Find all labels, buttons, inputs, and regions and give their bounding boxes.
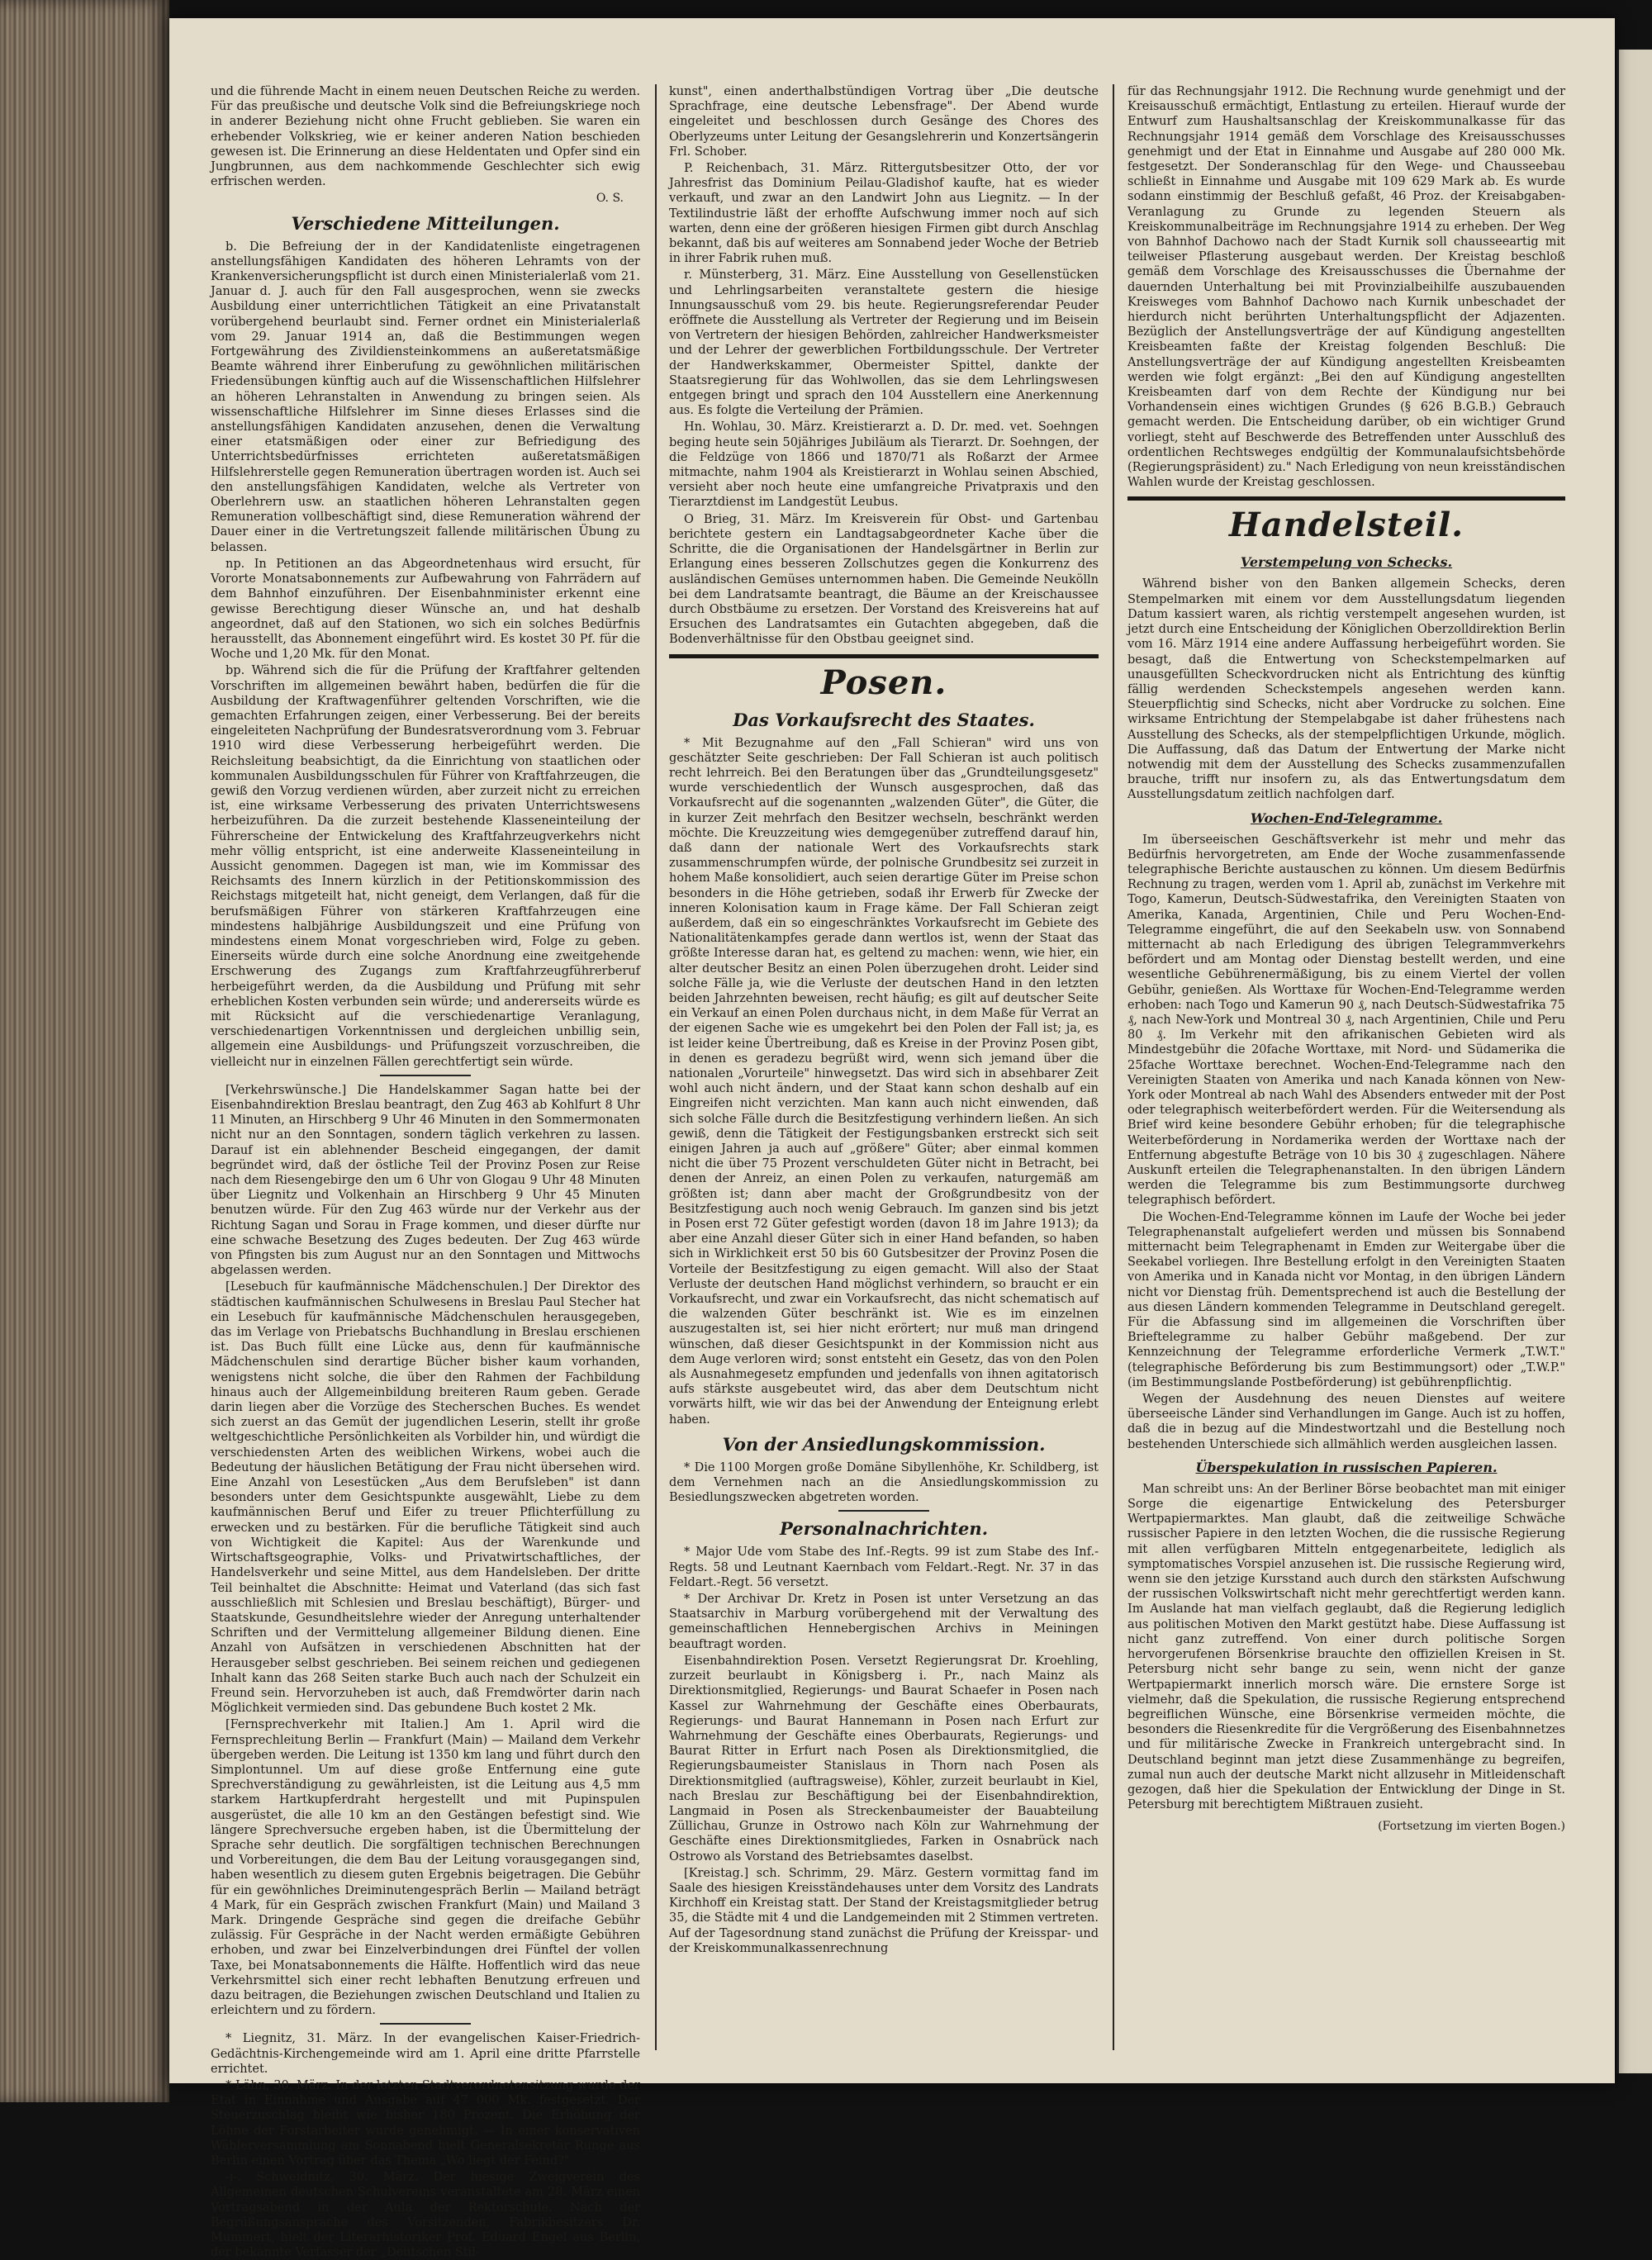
section-heading: Handelsteil. — [1228, 506, 1464, 545]
subsection-heading: Überspekulation in russischen Papieren. — [1195, 1459, 1498, 1475]
article-paragraph: [Verkehrswünsche.] Die Handelskammer Sagan hatte bei der Eisenbahndirektion Breslau beantragt, den Zug 463 ab Kohlfurt 8 Uhr 11 Minuten, an Hirschberg 9 Uhr 46 Minuten in den Sommermonaten nicht nur an den Sonntagen, sondern täglich verkehren zu lassen. Darauf ist ein ablehnender Bescheid eingegangen, der damit begründet wird, daß der östliche Teil der Provinz Posen zur Reise nach dem Riesengebirge den um 6 Uhr von Glogau 9 Uhr 48 Minuten über Liegnitz und Volkenhain an Hirschberg 9 Uhr 45 Minuten benutzen würde. Für den Zug 463 würde nur der Verkehr aus der Richtung Sagan und Sorau in Frage kommen, und dieser dürfte nur eine schwache Besetzung des Zuges bedeuten. Der Zug 463 würde von Pfingsten bis zum August nur an den Sonntagen und Mittwochs abgelassen werden. — [211, 1083, 640, 1278]
article-paragraph: r. Münsterberg, 31. März. Eine Ausstellung von Gesellenstücken und Lehrlingsarbeiten veranstaltete gestern die hiesige Innungsausschuß vom 29. bis heute. Regierungsreferendar Peuder eröffnete die Ausstellung als Vertreter der Regierung und im Beisein von Vertretern der hiesigen Behörden, zahlreicher Handwerksmeister und der Lehrer der gewerblichen Fortbildungsschule. Der Vertreter der Handwerkskammer, Obermeister Spittel, dankte der Staatsregierung für das Wohlwollen, das sie dem Lehrlingswesen entgegen bringt und sprach den 104 Ausstellern eine Anerkennung aus. Es folgte die Verteilung der Prämien. — [669, 268, 1099, 418]
article-paragraph: [Fernsprechverkehr mit Italien.] Am 1. April wird die Fernsprechleitung Berlin — Frankfurt (Main) — Mailand dem Verkehr übergeben werden. Die Leitung ist 1350 km lang und führt durch den Simplontunnel. Um auf diese große Entfernung eine gute Sprechverständigung zu gewährleisten, ist die Leitung aus 4,5 mm starkem Hartkupferdraht hergestellt und mit Pupinspulen ausgerüstet, die alle 10 km an den Gestängen befestigt sind. Wie längere Sprechversuche ergeben haben, ist die Übermittelung der Sprache sehr deutlich. Die sorgfältigen technischen Berechnungen und Vorbereitungen, die dem Bau der Leitung vorausgegangen sind, haben wesentlich zu diesem guten Ergebnis beigetragen. Die Gebühr für ein gewöhnliches Dreiminutengespräch Berlin — Mailand beträgt 4 Mark, für ein Gespräch zwischen Frankfurt (Main) und Mailand 3 Mark. Dringende Gespräche sind gegen die dreifache Gebühr zulässig. Für Gespräche in der Nacht werden ermäßigte Gebühren erhoben, und zwar bei Einzelverbindungen drei Fünftel der vollen Taxe, bei Monatsabonnements die Hälfte. Hoffentlich wird das neue Verkehrsmittel sich einer recht lebhaften Benutzung erfreuen und dazu beitragen, die Beziehungen zwischen Deutschland und Italien zu erleichtern und zu fördern. — [211, 1718, 640, 2018]
column-left — [211, 84, 640, 2260]
article-paragraph: Wegen der Ausdehnung des neuen Dienstes auf weitere überseeische Länder sind Verhandlungen im Gange. Auch ist zu hoffen, daß die in bezug auf die Mindestwortzahl und die Bestellung noch bestehenden Unterschiede sich allmählich werden ausgleichen lassen. — [1127, 1393, 1565, 1451]
article-paragraph: * Liegnitz, 31. März. In der evangelischen Kaiser-Friedrich-Gedächtnis-Kirchengemeinde wird am 1. April eine dritte Pfarrstelle errichtet. — [211, 2032, 640, 2076]
subsection-heading: Von der Ansiedlungskommission. — [722, 1433, 1046, 1455]
article-paragraph: Die Wochen-End-Telegramme können im Laufe der Woche bei jeder Telegraphenanstalt aufgeliefert werden und müssen bis Sonnabend mitternacht beim Telegraphenamt in Emden zur Weitergabe über die Seekabel vorliegen. Ihre Bestellung erfolgt in den Vereinigten Staaten von Amerika und in Kanada nicht vor Montag, in den übrigen Ländern nicht vor Dienstag früh. Dementsprechend ist auch die Bestellung der aus diesen Ländern kommenden Telegramme in Deutschland geregelt. Für die Abfassung sind im allgemeinen die Vorschriften über Brieftelegramme zu halber Gebühr maßgebend. Der zur Kennzeichnung der Telegramme erforderliche Vermerk „T.W.T." (telegraphische Beförderung bis zum Bestimmungsort) oder „T.W.P." (im Bestimmungslande Postbeförderung) ist gebührenpflichtig. — [1127, 1210, 1565, 1389]
book-binding-edge — [0, 0, 169, 2102]
article-paragraph: Während bisher von den Banken allgemein Schecks, deren Stempelmarken mit einem vor dem Ausstellungsdatum liegenden Datum kassiert waren, als richtig verstempelt angesehen wurden, ist jetzt durch eine Entscheidung der Königlichen Oberzolldirektion Berlin vom 16. März 1914 eine andere Auffassung herbeigeführt worden. Sie besagt, daß die Entwertung von Scheckstempelmarken auf unausgefüllten Scheckvordrucken nicht als Entrichtung des künftig fällig werdenden Scheckstempels angesehen werden kann. Steuerpflichtig sind Schecks, nicht aber Vordrucke zu solchen. Eine wirksame Entrichtung der Stempelabgabe ist daher frühestens nach Ausstellung des Schecks, als der stempelpflichtigen Urkunde, möglich. Die Auffassung, daß das Datum der Entwertung der Marke nicht notwendig mit dem der Ausstellung des Schecks zusammenzufallen brauche, trifft nur insofern zu, als das Entwertungsdatum dem Ausstellungsdatum zeitlich nachfolgen darf. — [1127, 577, 1565, 802]
article-paragraph: np. In Petitionen an das Abgeordnetenhaus wird ersucht, für Vororte Monatsabonnements zur Aufbewahrung von Fahrrädern auf dem Bahnhof einzuführen. Der Eisenbahnminister erkennt eine gewisse Berechtigung dieser Wünsche an, und hat deshalb angeordnet, daß auf den Stationen, wo sich ein solches Bedürfnis herausstellt, das Abonnement eingeführt wird. Es kostet 30 Pf. für die Woche und 1,20 Mk. für den Monat. — [211, 557, 640, 662]
article-paragraph: b. Die Befreiung der in der Kandidatenliste eingetragenen anstellungsfähigen Kandidaten des höheren Lehramts von der Krankenversicherungspflicht ist durch einen Ministerialerlaß vom 21. Januar d. J. auch für den Fall ausgesprochen, wenn sie zwecks Ausbildung einer unterrichtlichen Tätigkeit an eine Privatanstalt vorübergehend beurlaubt sind. Ferner ordnet ein Ministerialerlaß vom 29. Januar 1914 an, daß die Bestimmungen wegen Fortgewährung des Zivildiensteinkommens an außeretatsmäßige Beamte während ihrer Einberufung zu gewöhnlichen militärischen Friedensübungen künftig auch auf die Wissenschaftlichen Hilfslehrer an höheren Lehranstalten in Anwendung zu bringen seien. Als wissenschaftliche Hilfslehrer im Sinne dieses Erlasses sind die anstellungsfähigen Kandidaten anzusehen, denen die Verwaltung einer etatsmäßigen oder einer zur Befriedigung des Unterrichtsbedürfnisses errichteten außeretatsmäßigen Hilfslehrerstelle gegen Remuneration übertragen worden ist. Auch sei den anstellungsfähigen Kandidaten, welche als Vertreter von Oberlehrern usw. an staatlichen höheren Lehranstalten gegen Remuneration vollbeschäftigt sind, diese Remuneration während der Dauer einer in die Vertretungszeit fallende militärischen Übung zu belassen. — [211, 240, 640, 554]
article-paragraph: Hn. Wohlau, 30. März. Kreistierarzt a. D. Dr. med. vet. Soehngen beging heute sein 50jähriges Jubiläum als Tierarzt. Dr. Soehngen, der die Feldzüge von 1866 und 1870/71 als Roßarzt der Armee mitmachte, nahm 1904 als Kreistierarzt in Wohlau seinen Abschied, versieht aber noch heute eine umfangreiche Privatpraxis und den Tierarztdienst im Landgestüt Leubus. — [669, 420, 1099, 510]
article-paragraph: * Mit Bezugnahme auf den „Fall Schieran" wird uns von geschätzter Seite geschrieben: Der Fall Schieran ist auch politisch recht lehrreich. Bei den Beratungen über das „Grundteilungsgesetz" wurde verschiedentlich der Wunsch ausgesprochen, daß das Vorkaufsrecht auf die sogenannten „walzenden Güter", die Güter, die in kurzer Zeit mehrfach den Besitzer wechseln, beschränkt werden möchte. Die Kreuzzeitung wies demgegenüber zutreffend darauf hin, daß dann der nationale Wert des Vorkaufsrechts stark zusammenschrumpfen würde, der polnische Grundbesitz sei zurzeit in hohem Maße konsolidiert, auch seien derartige Güter im Preise schon besonders in die Höhe getrieben, sodaß ihr Erwerb für Zwecke der inneren Kolonisation kaum in Frage käme. Der Fall Schieran zeigt außerdem, daß ein so eingeschränktes Vorkaufsrecht im Gebiete des Nationalitätenkampfes gerade dann wertlos ist, wenn der Staat das größte Interesse daran hat, es geltend zu machen: wenn, wie hier, ein alter deutscher Besitz an einen Polen überzugehen droht. Leider sind solche Fälle ja, wie die Verluste der deutschen Hand in den letzten beiden Jahrzehnten beweisen, recht häufig; es gilt auf deutscher Seite ein Verkauf an einen Polen durchaus nicht, in dem Maße für Verrat an der eigenen Sache wie es umgekehrt bei den Polen der Fall ist; ja, es ist leider keine Übertreibung, daß es Kreise in der Provinz Posen gibt, in denen es geradezu begrüßt wird, wenn sich jemand über die nationalen „Vorurteile" hinwegsetzt. Das wird sich in absehbarer Zeit wohl auch nicht ändern, und der Staat kann schon deshalb auf ein Eingreifen nicht verzichten. Man kann auch nicht einwenden, daß sich solche Fälle durch die Besitzfestigung verhindern ließen. An sich gewiß, denn die Tätigkeit der Festigungsbanken erstreckt sich seit einigen Jahren ja auch auf „größere" Güter; aber einmal kommen nicht die über 75 Prozent verschuldeten Güter nicht in Betracht, bei denen der Anreiz, an einen Polen zu verkaufen, naturgemäß am größten ist; dann aber macht der Großgrundbesitz von der Besitzfestigung auch noch wenig Gebrauch. Im ganzen sind bis jetzt in Posen erst 72 Güter gefestigt worden (davon 18 im Jahre 1913); da aber eine Anzahl dieser Güter sich in einer Hand befanden, so haben sich in Wirklichkeit erst 50 bis 60 Gutsbesitzer der Provinz Posen die Vorteile der Besitzfestigung zu eigen gemacht. Will also der Staat Verluste der deutschen Hand möglichst verhindern, so braucht er ein Vorkaufsrecht, und zwar ein Vorkaufsrecht, das nicht schematisch auf die walzenden Güter beschränkt ist. Wie es im einzelnen auszugestalten ist, sei hier nicht erörtert; nur muß man dringend wünschen, daß dieser Gesichtspunkt in der Kommission nicht aus dem Auge verloren wird; sonst entsteht ein Gesetz, das von den Polen als Ausnahmegesetz empfunden und jedenfalls von ihnen agitatorisch aufs stärkste ausgebeutet wird, das aber dem Deutschtum nicht vorwärts hilft, wie wir das bei der Anwendung der Enteignung erlebt haben. — [669, 736, 1099, 1427]
article-paragraph: und die führende Macht in einem neuen Deutschen Reiche zu werden. Für das preußische und deutsche Volk sind die Befreiungskriege noch in anderer Beziehung nicht ohne Frucht geblieben. Sie waren ein erhebender Volkskrieg, wie er keiner anderen Nation beschieden gewesen ist. Die Erinnerung an diese Heldentaten und Opfer sind ein Jungbrunnen, aus dem nachkommende Geschlechter sich ewig erfrischen werden. — [211, 85, 640, 189]
article-paragraph: Im überseeischen Geschäftsverkehr ist mehr und mehr das Bedürfnis hervorgetreten, am Ende der Woche zusammenfassende telegraphische Berichte austauschen zu können. Um diesem Bedürfnis Rechnung zu tragen, werden vom 1. April ab, zunächst im Verkehre mit Togo, Kamerun, Deutsch-Südwestafrika, den Vereinigten Staaten von Amerika, Kanada, Argentinien, Chile und Peru Wochen-End-Telegramme eingeführt, die auf den Seekabeln usw. von Sonnabend mitternacht ab nach Erledigung des übrigen Telegrammverkehrs befördert und am Montag oder Dienstag bestellt werden, und eine wesentliche Gebührenermäßigung, bis zu einem Viertel der vollen Gebühr, genießen. Als Worttaxe für Wochen-End-Telegramme werden erhoben: nach Togo und Kamerun 90 ₰, nach Deutsch-Südwestafrika 75 ₰, nach New-York und Montreal 30 ₰, nach Argentinien, Chile und Peru 80 ₰. Im Verkehr mit den afrikanischen Gebieten wird als Mindestgebühr die 20fache Worttaxe, mit Nord- und Südamerika die 25fache Worttaxe berechnet. Wochen-End-Telegramme nach den Vereinigten Staaten von Amerika und nach Kanada können von New-York oder Montreal ab nach Wahl des Absenders entweder mit der Post oder telegraphisch weiterbefördert werden. Für die Weitersendung als Brief wird keine besondere Gebühr erhoben; für die telegraphische Weiterbeförderung in Nordamerika werden der Worttaxe nach der Entfernung abgestufte Beträge von 10 bis 30 ₰ zugeschlagen. Nähere Auskunft erteilen die Telegraphenanstalten. In den übrigen Ländern werden die Telegramme bis zum Bestimmungsorte durchweg telegraphisch befördert. — [1127, 833, 1565, 1208]
section-rule — [669, 654, 1099, 658]
article-paragraph: Eisenbahndirektion Posen. Versetzt Regierungsrat Dr. Kroehling, zurzeit beurlaubt in Königsberg i. Pr., nach Mainz als Direktionsmitglied, Regierungs- und Baurat Schaefer in Posen nach Kassel zur Wahrnehmung der Geschäfte eines Oberbaurats, Regierungs- und Baurat Hannemann in Posen nach Erfurt zur Wahrnehmung der Geschäfte eines Oberbaurats, Regierungs- und Baurat Ritter in Erfurt nach Posen als Direktionsmitglied, die Regierungsbaumeister Stanislaus in Thorn nach Posen als Direktionsmitglied (auftragsweise), Köhler, zurzeit beurlaubt in Kiel, nach Breslau zur Beschäftigung bei der Eisenbahndirektion, Langmaid in Posen als Streckenbaumeister der Bauabteilung Züllichau, Grunze in Ostrowo nach Köln zur Wahrnehmung der Geschäfte eines Direktionsmitgliedes, Farken in Osnabrück nach Ostrowo als Vorstand des Betriebsamtes daselbst. — [669, 1654, 1099, 1864]
subsection-heading: Personalnachrichten. — [780, 1518, 988, 1540]
divider — [838, 1510, 929, 1512]
section-rule — [1127, 496, 1565, 501]
next-page-edge — [1616, 50, 1652, 2073]
article-paragraph: * Die 1100 Morgen große Domäne Sibyllenhöhe, Kr. Schildberg, ist dem Vernehmen nach an die Ansiedlungskommission zu Besiedlungszwecken abgetreten worden. — [669, 1460, 1099, 1505]
article-paragraph: für das Rechnungsjahr 1912. Die Rechnung wurde genehmigt und der Kreisausschuß ermächtigt, Entlastung zu erteilen. Hierauf wurde der Entwurf zum Haushaltsanschlag der Kreiskommunalkasse für das Rechnungsjahr 1914 gemäß dem Vorschlage des Kreisausschusses genehmigt und der Etat in Einnahme und Ausgabe auf 280 000 Mk. festgesetzt. Der Sonderanschlag für den Wege- und Chausseebau schließt in Einnahme und Ausgabe mit 109 629 Mark ab. Es wurde sodann einstimmig der Beschluß gefaßt, 46 Proz. der Kreisabgaben-Veranlagung zu Grunde zu legenden Steuern als Kreiskommunalbeiträge im Rechnungsjahre 1914 zu erheben. Der Weg von Bahnhof Dachowo nach der Stadt Kurnik soll chausseeartig mit teilweiser Pflasterung ausgebaut werden. Der Kreistag beschloß gemäß dem Vorschlage des Kreisausschusses die Übernahme der dauernden Unterhaltung bei mit Provinzialbeihilfe auszubauenden Kreisweges vom Bahnhof Dachowo nach Kurnik unbeschadet der hierdurch nicht berührten Unterhaltungspflicht der Adjazenten. Bezüglich der Anstellungsverträge der auf Kündigung angestellten Kreisbeamten faßte der Kreistag folgenden Beschluß: Die Anstellungsverträge der auf Kündigung angestellten Kreisbeamten werden wie folgt ergänzt: „Bei den auf Kündigung angestellten Kreisbeamten darf von dem Rechte der Kündigung nur bei Vorhandensein eines wichtigen Grundes (§ 626 B.G.B.) Gebrauch gemacht werden. Die Entscheidung darüber, ob ein wichtiger Grund vorliegt, steht auf Beschwerde des Betreffenden unter Ausschluß des ordentlichen Rechtsweges endgültig der Kommunalaufsichtsbehörde (Regierungspräsident) zu." Nach Erledigung von neun kreisständischen Wahlen wurde der Kreistag geschlossen. — [1127, 85, 1565, 490]
divider — [380, 1075, 471, 1076]
column-middle — [669, 84, 1099, 2067]
newspaper-page — [169, 18, 1615, 2260]
section-heading: Posen. — [820, 662, 947, 702]
subsection-heading: Wochen-End-Telegramme. — [1250, 810, 1443, 826]
article-paragraph: P. Reichenbach, 31. März. Rittergutsbesitzer Otto, der vor Jahresfrist das Dominium Peilau-Gladishof kaufte, hat es wieder verkauft, und zwar an den Landwirt John aus Liegnitz. — In der Textilindustrie läßt der erhoffte Aufschwung immer noch auf sich warten, denn eine der größeren hiesigen Firmen gibt durch Anschlag bekannt, daß bis auf weiteres am Sonnabend jeder Woche der Betrieb in ihrer Fabrik ruhen muß. — [669, 162, 1099, 266]
article-paragraph: [Lesebuch für kaufmännische Mädchenschulen.] Der Direktor des städtischen kaufmännischen Schulwesens in Breslau Paul Stecher hat ein Lesebuch für kaufmännische Mädchenschulen herausgegeben, das im Verlage von Priebatschs Buchhandlung in Breslau erschienen ist. Das Buch füllt eine Lücke aus, denn für kaufmännische Mädchenschulen sind derartige Bücher bisher kaum vorhanden, wenigstens nicht solche, die über den Rahmen der Fachbildung hinaus auch der Allgemeinbildung breiteren Raum geben. Gerade darin liegen aber die Vorzüge des Stecherschen Buches. Es wendet sich zuerst an das Gemüt der jugendlichen Leserin, stellt ihr große weltgeschichtliche Persönlichkeiten als Vorbilder hin, und würdigt die verschiedensten Arten des weiblichen Wirkens, wobei auch die Bedeutung der häuslichen Betätigung der Frau nicht übersehen wird. Eine Anzahl von Lesestücken „Aus dem Berufsleben" ist dann besonders unter dem Gesichtspunkte ausgewählt, Liebe zu dem kaufmännischen Beruf und Eifer zu treuer Pflichterfüllung zu erwecken und zu bestärken. Für die berufliche Tätigkeit sind auch von Wichtigkeit die Kapitel: Aus der Warenkunde und Wirtschaftsgeographie, Volks- und Privatwirtschaftliches, der Handelsverkehr und seine Mittel, aus dem Handelsleben. Der dritte Teil beinhaltet die Abschnitte: Heimat und Vaterland (das sich fast ausschließlich mit Schlesien und Breslau beschäftigt), Bürger- und Staatskunde, Gesundheitslehre wieder der Anregung unterhaltender Schriften und der Vermittelung allgemeiner Bildung dienen. Eine Anzahl von Aufsätzen in verschiedenen Abschnitten hat der Herausgeber selbst geschrieben. Bei seinem reichen und gediegenen Inhalt kann das 268 Seiten starke Buch auch nach der Schulzeit ein Freund sein. Hervorzuheben ist auch, daß Fremdwörter darin nach Möglichkeit vermieden sind. Das gebundene Buch kostet 2 Mk. — [211, 1280, 640, 1716]
column-divider — [655, 84, 657, 2050]
continuation-note: (Fortsetzung im vierten Bogen.) — [1378, 1820, 1565, 1834]
subsection-heading: Das Vorkaufsrecht des Staates. — [733, 709, 1035, 730]
article-paragraph: -i-. Schweidnitz, 30. März. Der hiesige Zweigverein des Allgemeinen deutschen Schulvereins veranstaltete am 28. März einen Vortragsabend in der Aula der Rektorschule. Nach der Begrüßungsansprache des Vorsitzenden, Fabrikbesitzers Dr. Mummert, hielt der Literarhistoriker Prof. Eduard Engel aus Berlin, der bekannte Verfasser der „Deutschen Stil- — [211, 2171, 640, 2260]
subsection-heading: Verstempelung von Schecks. — [1240, 554, 1453, 571]
column-divider — [1113, 84, 1114, 2050]
article-paragraph: * Major Ude vom Stabe des Inf.-Regts. 99 ist zum Stabe des Inf.-Regts. 58 und Leutnant Kaernbach vom Feldart.-Regt. Nr. 37 in das Feldart.-Regt. 56 versetzt. — [669, 1545, 1099, 1589]
article-paragraph: * Der Archivar Dr. Kretz in Posen ist unter Versetzung an das Staatsarchiv in Marburg vorübergehend mit der Verwaltung des gemeinschaftlichen Hennebergischen Archivs in Meiningen beauftragt worden. — [669, 1593, 1099, 1651]
article-paragraph: Man schreibt uns: An der Berliner Börse beobachtet man mit einiger Sorge die eigenartige Entwickelung des Petersburger Wertpapiermarktes. Man glaubt, daß die zeitweilige Schwäche russischer Papiere in den letzten Wochen, die die russische Regierung mit allen verfügbaren Mitteln entgegenarbeitete, lediglich als symptomatisches Vorspiel anzusehen ist. Die russische Regierung wird, wenn sie den jetzige Kursstand auch durch den stärksten Aufschwung der russischen Volkswirtschaft nicht mehr gerechtfertigt werden kann. Im Auslande hat man vielfach geglaubt, daß die Regierung lediglich aus politischen Motiven den Markt gestützt habe. Diese Auffassung ist nicht ganz zutreffend. Von einer durch politische Sorgen hervorgerufenen Börsenkrise brauchte den offiziellen Kreisen in St. Petersburg nicht sehr bange zu sein, wenn nicht der ganze Wertpapiermarkt innerlich morsch wäre. Die ernstere Sorge ist vielmehr, daß die Spekulation, die russische Regierung entsprechend begreiflichen Wünsche, eine Börsenkrise vermeiden möchte, die besonders die Riesenkredite für die Vergrößerung des Eisenbahnnetzes und für militärische Zwecke in Frankreich untergebracht sind. In Deutschland beginnt man jetzt diese Zusammenhänge zu begreifen, zumal nun auch der deutsche Markt nicht allzusehr in Mitleidenschaft gezogen, daß hier die Spekulation der Entwicklung der Dinge in St. Petersburg mit berechtigtem Mißtrauen zusieht. — [1127, 1482, 1565, 1812]
section-heading: Verschiedene Mitteilungen. — [291, 212, 560, 234]
divider — [380, 2023, 471, 2025]
article-paragraph: kunst", einen anderthalbstündigen Vortrag über „Die deutsche Sprachfrage, eine deutsche Lebensfrage". Der Abend wurde eingeleitet und beschlossen durch Gesänge des Chores des Oberlyzeums unter Leitung der Gesangslehrerin und Konzertsängerin Frl. Schober. — [669, 85, 1099, 159]
column-right — [1127, 84, 1565, 2067]
article-paragraph: * Lähn, 30. März. In der letzten Stadtverordnetensitzung wurde der Etat in Einnahme und Ausgabe auf 47 000 Mk. festgesetzt. Der Steuerzuschlag bleibt wie bisher 180 Prozent. Die Erhöhung der Löhne der Forstarbeiter wurde genehmigt. — In einer konservativen Wählerversammlung am Sonnabend hielt Generalsekretär Runge aus Berlin einen Vortrag über das Thema „Wo liegt der Feind?" — [211, 2079, 640, 2168]
article-paragraph: O Brieg, 31. März. Im Kreisverein für Obst- und Gartenbau berichtete gestern ein Landtagsabgeordneter Kache über die Schritte, die die Organisationen der Handelsgärtner in Berlin zur Erlangung eines besseren Zollschutzes gegen die Konkurrenz des ausländischen Gemüses unternommen haben. Die Gemeinde Neukölln bei dem Landratsamte beantragt, die Bäume an der Kreischaussee durch Obstbäume zu ersetzen. Der Vorstand des Kreisvereins hat auf Ersuchen des Landratsamtes ein Gutachten abgegeben, daß die Bodenverhältnisse für den Obstbau geeignet sind. — [669, 512, 1099, 647]
article-paragraph: [Kreistag.] sch. Schrimm, 29. März. Gestern vormittag fand im Saale des hiesigen Kreisständehauses unter dem Vorsitz des Landrats Kirchhoff ein Kreistag statt. Der Stand der Kreistagsmitglieder betrug 35, die Städte mit 4 und die Landgemeinden mit 2 Stimmen vertreten. Auf der Tagesordnung stand zunächst die Prüfung der Kreisspar- und der Kreiskommunalkassenrechnung — [669, 1866, 1099, 1955]
article-paragraph: bp. Während sich die für die Prüfung der Kraftfahrer geltenden Vorschriften im allgemeinen bewährt haben, bedürfen die für die Ausbildung der Kraftwagenführer geltenden Vorschriften, wie die gemachten Erfahrungen zeigen, einer Verbesserung. Bei der bereits eingeleiteten Nachprüfung der Bundesratsverordnung vom 3. Februar 1910 wird diese Verbesserung herbeigeführt werden. Die Reichsleitung beabsichtigt, da die Einrichtung von staatlichen oder kommunalen Ausbildungsschulen für Führer von Kraftfahrzeugen, die gewiß den Vorzug verdienen würden, aber zurzeit nicht zu erreichen ist, eine wirksame Verbesserung des privaten Unterrichtswesens herbeizuführen. Da die zurzeit bestehende Klasseneinteilung der Führerscheine der Entwickelung des Kraftfahrzeugverkehrs nicht mehr völlig entspricht, ist eine anderweite Klasseneinteilung in Aussicht genommen. Dagegen ist man, wie im Kommissar des Reichsamts des Innern kürzlich in der Petitionskommission des Reichstags mitgeteilt hat, nicht geneigt, dem Verlangen, daß für die berufsmäßigen Führer von stärkeren Kraftfahrzeugen eine mindestens halbjährige Ausbildungszeit und eine Prüfung von mindestens einem Monat vorgeschrieben wird, Folge zu geben. Einerseits würde durch eine solche Anordnung eine zweitgehende Erschwerung des Zugangs zum Kraftfahrzeugführerberuf herbeigeführt werden, da die Ausbildung und Prüfung mit sehr erheblichen Kosten verbunden sein würde; und andererseits würde es mit Rücksicht auf die verschiedenartige Veranlagung, verschiedenartigen Vorkenntnissen und dergleichen unbillig sein, allgemein eine Ausbildungs- und Prüfungszeit vorzuschreiben, die vielleicht nur in einzelnen Fällen gerechtfertigt sein würde. — [211, 664, 640, 1069]
author-signature: O. S. — [596, 192, 624, 206]
